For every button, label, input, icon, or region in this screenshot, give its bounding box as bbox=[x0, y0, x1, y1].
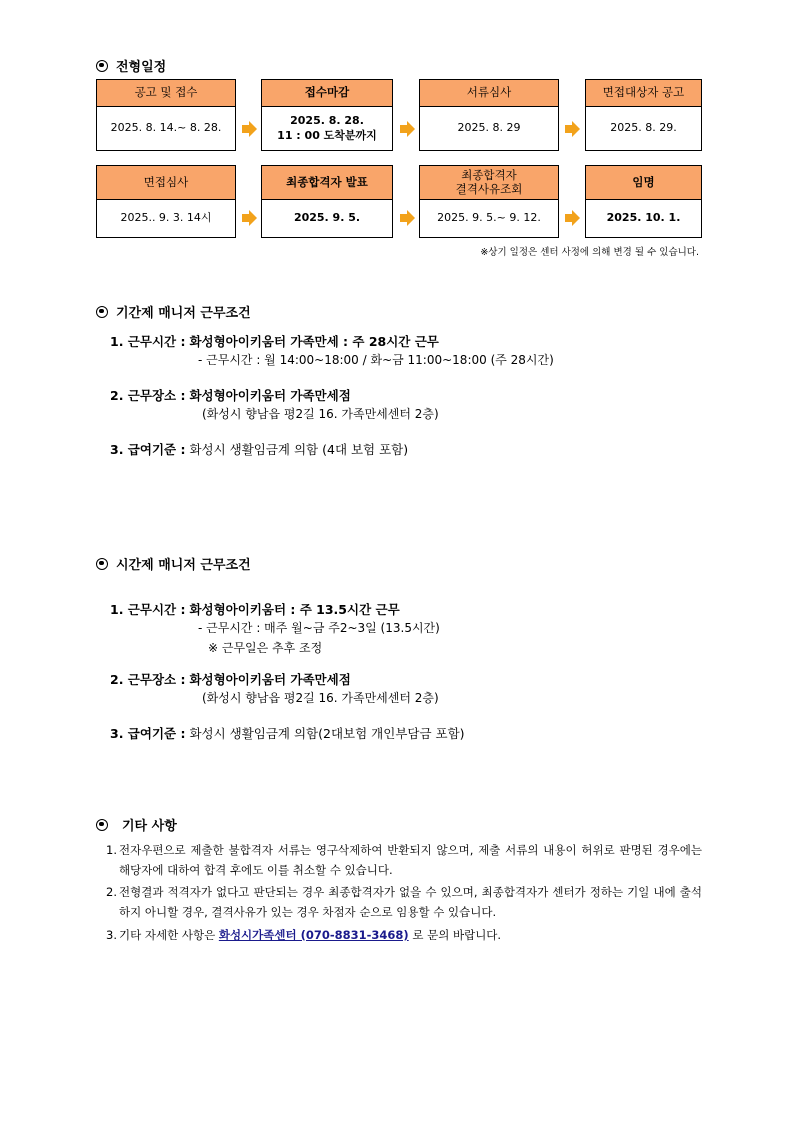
step-body: 2025. 9. 5. bbox=[293, 211, 361, 225]
schedule-step-interview-notice bbox=[585, 79, 702, 151]
etc-item-post: 로 문의 바랍니다. bbox=[412, 928, 502, 942]
part-time-hours bbox=[110, 600, 400, 618]
part-time-hours-label: 1. 근무시간 : bbox=[110, 602, 186, 617]
etc-title-text: 기타 사항 bbox=[122, 819, 177, 834]
fixed-term-hours-value: 화성형아이키움터 가족만세 : 주 28시간 근무 bbox=[189, 334, 439, 349]
step-head: 최종합격자 발표 bbox=[262, 166, 392, 200]
step-head-line: 최종합격자 bbox=[461, 168, 517, 183]
circle-bullet-icon bbox=[96, 819, 108, 831]
part-time-title-text: 시간제 매니저 근무조건 bbox=[116, 558, 251, 573]
part-time-pay-label: 3. 급여기준 : bbox=[110, 726, 186, 741]
step-body: 2025. 8. 14.~ 8. 28. bbox=[110, 121, 222, 135]
etc-item-number: 1. bbox=[106, 843, 117, 857]
schedule-step-announcement bbox=[96, 79, 236, 151]
etc-item bbox=[106, 882, 702, 922]
fixed-term-pay-value: 화성시 생활임금계 의함 (4대 보험 포함) bbox=[189, 442, 409, 457]
schedule-step-appointment bbox=[585, 165, 702, 238]
fixed-term-section-title bbox=[96, 302, 251, 321]
etc-item-text: 전형결과 적격자가 없다고 판단되는 경우 최종합격자가 없을 수 있으며, 최종합격자가 센터가 정하는 기일 내에 출석하지 아니할 경우, 결격사유가 있는 경우 차점자 순으로 임용할 수 있습니다. bbox=[119, 885, 702, 919]
step-body: 2025. 10. 1. bbox=[606, 211, 681, 225]
schedule-step-document-review bbox=[419, 79, 559, 151]
step-head: 임명 bbox=[586, 166, 701, 200]
step-body: 2025. 8. 29. bbox=[610, 121, 677, 135]
etc-item-number: 3. bbox=[106, 928, 117, 942]
step-head-line: 결격사유조회 bbox=[455, 181, 523, 196]
part-time-section-title bbox=[96, 554, 251, 573]
step-head: 면접대상자 공고 bbox=[586, 80, 701, 107]
part-time-place bbox=[110, 670, 351, 688]
part-time-pay bbox=[110, 724, 465, 742]
fixed-term-place bbox=[110, 386, 351, 404]
part-time-place-label: 2. 근무장소 : bbox=[110, 672, 186, 687]
fixed-term-hours-label: 1. 근무시간 : bbox=[110, 334, 186, 349]
fixed-term-pay bbox=[110, 440, 408, 458]
part-time-hours-note: ※ 근무일은 추후 조정 bbox=[208, 641, 323, 655]
step-body: 2025.. 9. 3. 14시 bbox=[120, 211, 212, 225]
fixed-term-hours bbox=[110, 332, 439, 350]
etc-item-pre: 기타 자세한 사항은 bbox=[119, 928, 216, 942]
step-head: 접수마감 bbox=[262, 80, 392, 107]
circle-bullet-icon bbox=[96, 306, 108, 318]
etc-item bbox=[106, 925, 702, 945]
circle-bullet-icon bbox=[96, 558, 108, 570]
step-body: 2025. 8. 29 bbox=[457, 121, 521, 135]
part-time-hours-value: 화성형아이키움터 : 주 13.5시간 근무 bbox=[189, 602, 400, 617]
step-body bbox=[262, 107, 392, 150]
step-body-line: 11 : 00 도착분까지 bbox=[277, 128, 377, 142]
etc-item-number: 2. bbox=[106, 885, 117, 899]
step-head: 서류심사 bbox=[420, 80, 558, 107]
contact-link[interactable]: 화성시가족센터 (070-8831-3468) bbox=[218, 928, 409, 942]
etc-section-title bbox=[96, 815, 177, 834]
fixed-term-hours-detail: - 근무시간 : 월 14:00~18:00 / 화~금 11:00~18:00 (주 28시간) bbox=[198, 353, 554, 367]
schedule-section-title bbox=[96, 56, 166, 75]
step-body-line: 2025. 8. 28. bbox=[290, 113, 364, 127]
step-head: 공고 및 접수 bbox=[97, 80, 235, 107]
schedule-note: ※상기 일정은 센터 사정에 의해 변경 될 수 있습니다. bbox=[480, 247, 699, 258]
part-time-place-value: 화성형아이키움터 가족만세점 bbox=[189, 672, 351, 687]
schedule-step-interview bbox=[96, 165, 236, 238]
etc-item bbox=[106, 840, 702, 880]
schedule-step-deadline bbox=[261, 79, 393, 151]
circle-bullet-icon bbox=[96, 60, 108, 72]
part-time-pay-value: 화성시 생활임금계 의함(2대보험 개인부담금 포함) bbox=[189, 726, 465, 741]
etc-item-text bbox=[106, 925, 702, 945]
fixed-term-title-text: 기간제 매니저 근무조건 bbox=[116, 306, 251, 321]
schedule-step-final-announcement bbox=[261, 165, 393, 238]
step-head: 면접심사 bbox=[97, 166, 235, 200]
fixed-term-place-label: 2. 근무장소 : bbox=[110, 388, 186, 403]
part-time-place-detail: (화성시 향남읍 평2길 16. 가족만세센터 2층) bbox=[202, 691, 439, 705]
step-head bbox=[420, 166, 558, 200]
part-time-hours-detail: - 근무시간 : 매주 월~금 주2~3일 (13.5시간) bbox=[198, 621, 440, 635]
etc-item-text: 전자우편으로 제출한 불합격자 서류는 영구삭제하여 반환되지 않으며, 제출 서류의 내용이 허위로 판명된 경우에는 해당자에 대하여 합격 후에도 이를 취소할 수 있습니다. bbox=[119, 843, 702, 877]
fixed-term-pay-label: 3. 급여기준 : bbox=[110, 442, 186, 457]
fixed-term-place-value: 화성형아이키움터 가족만세점 bbox=[189, 388, 351, 403]
fixed-term-place-detail: (화성시 향남읍 평2길 16. 가족만세센터 2층) bbox=[202, 407, 439, 421]
schedule-step-disqualification-check bbox=[419, 165, 559, 238]
step-body: 2025. 9. 5.~ 9. 12. bbox=[437, 211, 541, 225]
schedule-title-text: 전형일정 bbox=[116, 60, 167, 75]
